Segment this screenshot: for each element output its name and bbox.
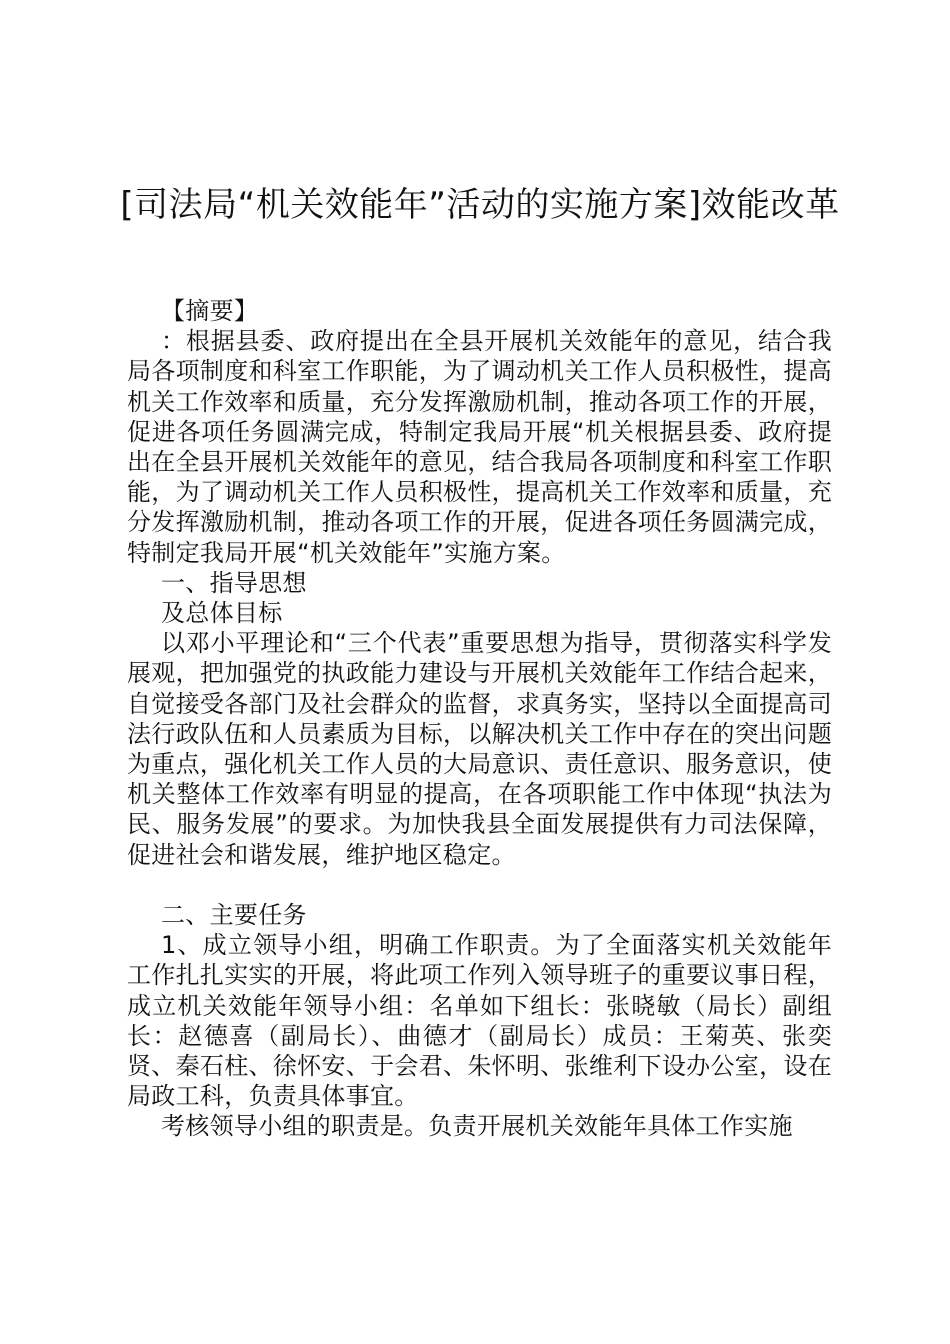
paragraph-spacer [127, 870, 832, 900]
abstract-paragraph: ：根据县委、政府提出在全县开展机关效能年的意见，结合我局各项制度和科室工作职能，为了调动机关工作人员积极性，提高机关工作效率和质量，充分发挥激励机制，推动各项工作的开展，促进各项任务圆满完成，特制定我局开展“机关根据县委、政府提出在全县开展机关效能年的意见，结合我局各项制度和科室工作职能，为了调动机关工作人员积极性，提高机关工作效率和质量，充分发挥激励机制，推动各项工作的开展，促进各项任务圆满完成，特制定我局开展“机关效能年”实施方案。 [127, 327, 832, 567]
section-subheading-overall-goal: 及总体目标 [161, 599, 283, 628]
task-paragraph-group-duties: 考核领导小组的职责是。负责开展机关效能年具体工作实施 [161, 1112, 793, 1141]
section-heading-main-tasks: 二、主要任务 [161, 901, 307, 930]
document-title: [司法局“机关效能年”活动的实施方案]效能改革 [120, 185, 840, 225]
section-paragraph-guiding-ideology: 以邓小平理论和“三个代表”重要思想为指导，贯彻落实科学发展观，把加强党的执政能力建设与开展机关效能年工作结合起来，自觉接受各部门及社会群众的监督，求真务实，坚持以全面提高司法行政队伍和人员素质为目标，以解决机关工作中存在的突出问题为重点，强化机关工作人员的大局意识、责任意识、服务意识，使机关整体工作效率有明显的提高，在各项职能工作中体现“执法为民、服务发展”的要求。为加快我县全面发展提供有力司法保障，促进社会和谐发展，维护地区稳定。 [127, 629, 832, 869]
document-body [127, 296, 832, 1142]
section-heading-guiding-ideology: 一、指导思想 [161, 568, 307, 597]
abstract-heading: 【摘要】 [161, 297, 259, 325]
task-paragraph-leading-group: 1、成立领导小组，明确工作职责。为了全面落实机关效能年工作扎扎实实的开展，将此项工作列入领导班子的重要议事日程，成立机关效能年领导小组：名单如下组长：张晓敏（局长）副组长：赵德喜（副局长）、曲德才（副局长）成员：王菊英、张奕贤、秦石柱、徐怀安、于会君、朱怀明、张维利下设办公室，设在局政工科，负责具体事宜。 [127, 931, 832, 1111]
